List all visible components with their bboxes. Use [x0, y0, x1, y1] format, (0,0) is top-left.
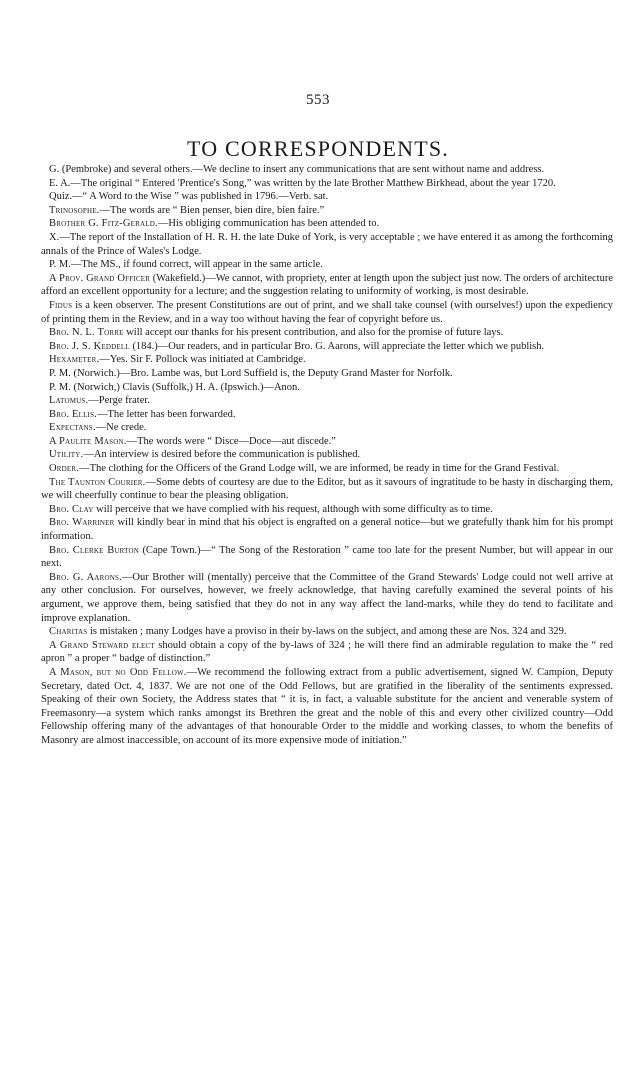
correspondents-body: [41, 163, 613, 748]
entry-lead: Bro. J. S. Keddell: [49, 340, 130, 352]
entry-lead: Bro. Clerke Burton: [49, 544, 139, 556]
correspondent-entry: [41, 177, 613, 191]
entry-text: —The letter has been forwarded.: [97, 408, 236, 420]
entry-text: —Ne crede.: [95, 422, 147, 434]
entry-text: will kindly bear in mind that his object is engrafted on a general notice—but we gratefully thank him for his prompt information.: [41, 517, 613, 543]
entry-text: will perceive that we have complied with his request, although with some difficulty as to time.: [93, 503, 493, 515]
correspondent-entry: [41, 217, 613, 231]
correspondent-entry: [41, 190, 613, 204]
correspondent-entry: [41, 353, 613, 367]
entry-text: is mistaken ; many Lodges have a proviso in their by-laws on the subject, and among these are Nos. 324 and 329.: [87, 626, 567, 638]
entry-lead: Brother G. Fitz-Gerald.: [49, 218, 158, 230]
entry-text: P. M. (Norwich,) Clavis (Suffolk,) H. A. (Ipswich.)—Anon.: [49, 381, 300, 393]
entry-text: G. (Pembroke) and several others.—We decline to insert any communications that are sent without name and address.: [49, 164, 545, 175]
entry-text: —Perge frater.: [88, 395, 150, 407]
entry-text: —His obliging communication has been attended to.: [157, 218, 380, 230]
entry-lead: Hexameter.: [49, 354, 100, 366]
entry-lead: Bro. Clay: [49, 503, 94, 515]
entry-lead: A Paulite Mason.: [49, 435, 127, 447]
entry-lead: Charitas: [49, 626, 88, 638]
page-number: 553: [306, 92, 330, 108]
entry-lead: Utility.: [49, 449, 84, 461]
correspondent-entry: [41, 408, 613, 422]
entry-text: (Wakefield.)—We cannot, with propriety, enter at length upon the subject just now. The orders of architecture afford an excellent opportunity for a lecture; and the suggestion relating to uniformity of working, is most desirable.: [41, 272, 613, 298]
correspondent-entry: [41, 272, 613, 299]
correspondent-entry: [41, 448, 613, 462]
correspondent-entry: [41, 435, 613, 449]
correspondent-entry: [41, 625, 613, 639]
correspondent-entry: [41, 340, 613, 354]
correspondent-entry: [41, 516, 613, 543]
entry-lead: Trinosophe.: [49, 204, 100, 216]
entry-lead: Bro. N. L. Torre: [49, 327, 124, 339]
entry-lead: Expectans.: [49, 422, 96, 434]
correspondent-entry: [41, 204, 613, 218]
correspondent-entry: [41, 544, 613, 571]
entry-text: Quiz.—“ A Word to the Wise ” was published in 1796.—Verb. sat.: [49, 191, 329, 203]
correspondent-entry: [41, 394, 613, 408]
entry-text: (184.)—Our readers, and in particular Bro. G. Aarons, will appreciate the letter which we publish.: [129, 340, 545, 352]
correspondent-entry: [41, 421, 613, 435]
entry-lead: A Grand Steward elect: [49, 639, 155, 651]
entry-text: —Our Brother will (mentally) perceive that the Committee of the Grand Stewards' Lodge could not well arrive at any other conclusion. For ourselves, however, we freely acknowledge, that having carefully examined the several points of his argument, we approve them, being satisfied that they do not in any way affect the land-marks, while they do tend to facilitate and improve explanation.: [41, 571, 614, 624]
entry-text: E. A.—The original “ Entered 'Prentice's Song,” was written by the late Brother Matthew Birkhead, about the year 1720.: [49, 177, 556, 189]
entry-text: —The words are “ Bien penser, bien dire, bien faire.”: [99, 204, 325, 216]
entry-lead: Bro. G. Aarons.: [49, 571, 122, 583]
entry-lead: Order.: [49, 463, 80, 475]
entry-lead: Fidus: [49, 299, 73, 311]
correspondent-entry: [41, 367, 613, 381]
entry-text: will accept our thanks for his present contribution, and also for the promise of future lays.: [123, 327, 504, 339]
entry-text: P. M. (Norwich.)—Bro. Lambe was, but Lord Suffield is, the Deputy Grand Master for Norfolk.: [49, 367, 453, 379]
entry-text: should obtain a copy of the by-laws of 324 ; he will there find an admirable regulation to make the “ red apron ” a proper “ badge of distinction.”: [41, 639, 613, 665]
correspondent-entry: [41, 571, 613, 625]
correspondent-entry: [41, 666, 613, 748]
entry-text: —An interview is desired before the communication is published.: [83, 449, 361, 461]
entry-lead: Latomus.: [49, 395, 89, 407]
entry-text: —We recommend the following extract from a public advertisement, signed W. Campion, Deputy Secretary, dated Oct. 4, 1837. We are not one of the Odd Fellows, but are gratified in the liberality of the sentiments expressed. Speaking of their own Society, the Address states that “ it is, in fact, a valuable substitute for the ancient and venerable system of Freemasonry—a system which ranks amongst its Brethren the great and the noble of this and every other civilized country—Odd Fellowship offering many of the advantages of that honourable Order to the middle and working classes, to whom the benefits of Masonry are almost inaccessible, on account of its more expensive mode of initiation.”: [41, 666, 613, 746]
entry-text: P. M.—The MS., if found correct, will appear in the same article.: [49, 259, 323, 271]
entry-text: —The words were “ Disce—Doce—aut discede.”: [126, 435, 336, 447]
entry-lead: A Prov. Grand Officer: [49, 272, 151, 284]
entry-text: X.—The report of the Installation of H. R. H. the late Duke of York, is very acceptable ; we have entered it as among the forthcoming annals of the Prince of Wales's Lodge.: [41, 231, 613, 257]
correspondent-entry: [41, 163, 613, 177]
correspondent-entry: [41, 476, 613, 503]
entry-lead: Bro. Ellis.: [49, 408, 97, 420]
entry-text: —Yes. Sir F. Pollock was initiated at Cambridge.: [99, 354, 306, 366]
entry-lead: Bro. Warriner: [49, 517, 115, 529]
correspondent-entry: [41, 299, 613, 326]
correspondent-entry: [41, 503, 613, 517]
entry-text: is a keen observer. The present Constitutions are out of print, and we shall take counsel (with ourselves!) upon the expediency of printing them in the Review, and in a way too without having the fear of copyright before us.: [41, 299, 613, 325]
entry-lead: A Mason, but no Odd Fellow.: [49, 666, 187, 678]
entry-text: —The clothing for the Officers of the Grand Lodge will, we are informed, be ready in time for the Grand Festival.: [79, 463, 560, 475]
correspondent-entry: [41, 462, 613, 476]
entry-text: (Cape Town.)—“ The Song of the Restoration ” came too late for the present Number, but will appear in our next.: [41, 544, 613, 570]
correspondent-entry: [41, 639, 613, 666]
entry-text: —Some debts of courtesy are due to the Editor, but as it savours of ingratitude to be hasty in discharging them, we will cheerfully continue to bear the pleasing obligation.: [41, 476, 613, 502]
page-title: TO CORRESPONDENTS.: [186, 136, 449, 161]
correspondent-entry: [41, 231, 613, 258]
entry-lead: The Taunton Courier.: [49, 476, 146, 488]
correspondent-entry: [41, 381, 613, 395]
correspondent-entry: [41, 258, 613, 272]
correspondent-entry: [41, 326, 613, 340]
